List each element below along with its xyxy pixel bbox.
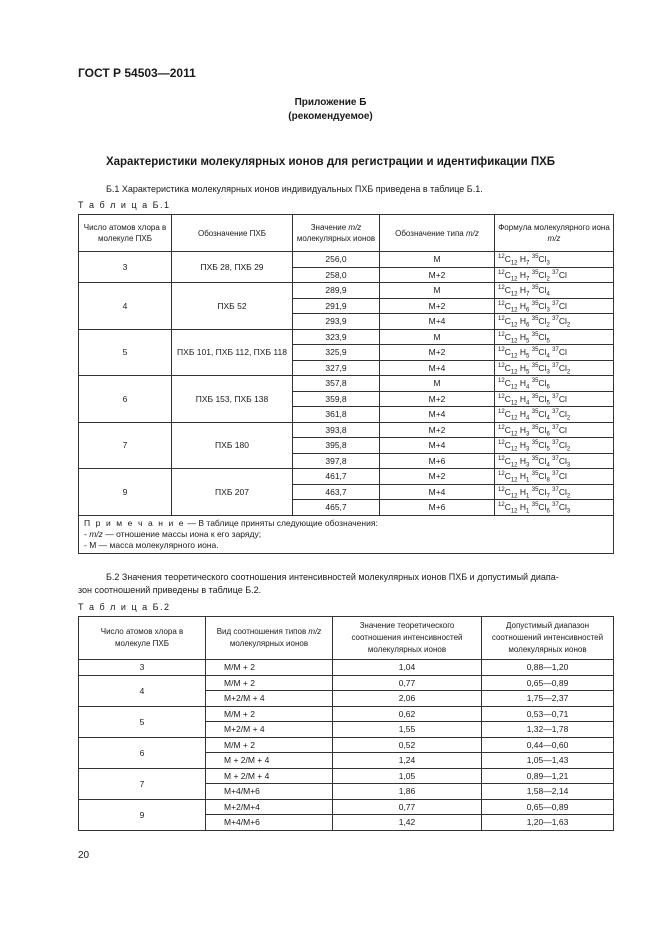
mz-type-cell: М+4 — [380, 407, 495, 423]
allowed-range-cell: 0,89—1,21 — [482, 768, 614, 784]
table-row — [79, 252, 614, 268]
chlorine-count-cell: 7 — [79, 768, 206, 799]
table-row — [79, 376, 614, 392]
theoretical-value-cell: 1,55 — [333, 722, 482, 738]
table1-note: П р и м е ч а н и е — В таблице приняты следующие обозначения: - m/z — отношение массы иона к его заряду; - М — масса молекулярного иона. — [79, 515, 614, 553]
paragraph-b2-line1: Б.2 Значения теоретического соотношения интенсивностей молекулярных ионов ПХБ и допустимый диапа- — [106, 572, 559, 582]
theoretical-value-cell: 1,86 — [333, 784, 482, 800]
mz-type-cell: М — [380, 283, 495, 299]
mz-value-cell: 323,9 — [293, 329, 380, 345]
allowed-range-cell: 1,05—1,43 — [482, 753, 614, 769]
ratio-type-cell: М/М + 2 — [206, 660, 333, 676]
chlorine-count-cell: 9 — [79, 799, 206, 830]
mz-type-cell: М+2 — [380, 345, 495, 361]
mz-type-cell: М+2 — [380, 469, 495, 485]
ratio-type-cell: М+2/М + 4 — [206, 722, 333, 738]
table1-caption: Т а б л и ц а Б.1 — [78, 200, 171, 210]
note-line-mz: - m/z — отношение массы иона к его заряду; — [84, 528, 262, 539]
mz-type-cell: М — [380, 252, 495, 268]
formula-cell: $^{12}C_{12}$ $H_6$ $^{35}Cl_2$ $^{37}Cl_2$ — [495, 314, 614, 330]
allowed-range-cell: 1,20—1,63 — [482, 815, 614, 831]
formula-cell: $^{12}C_{12}$ $H_3$ $^{35}Cl_4$ $^{37}Cl_3$ — [495, 453, 614, 469]
formula-cell: $^{12}C_{12}$ $H_6$ $^{35}Cl_3$ $^{37}$Cl — [495, 298, 614, 314]
chlorine-count-cell: 7 — [79, 422, 172, 469]
mz-type-cell: М+6 — [380, 453, 495, 469]
mz-value-cell: 327,9 — [293, 360, 380, 376]
theoretical-value-cell: 0,77 — [333, 799, 482, 815]
mz-value-cell: 293,9 — [293, 314, 380, 330]
formula-cell: $^{12}C_{12}$ $H_5$ $^{35}Cl_3$ $^{37}Cl_2$ — [495, 360, 614, 376]
table2-header-chlorine-count: Число атомов хлора в молекуле ПХБ — [79, 617, 206, 660]
mz-type-cell: М+6 — [380, 500, 495, 516]
theoretical-value-cell: 2,06 — [333, 691, 482, 707]
formula-cell: $^{12}C_{12}$ $H_4$ $^{35}Cl_5$ $^{37}$Cl — [495, 391, 614, 407]
chlorine-count-cell: 3 — [79, 252, 172, 283]
table-b2 — [78, 616, 614, 831]
formula-cell: $^{12}C_{12}$ $H_3$ $^{35}Cl_6$ $^{37}$Cl — [495, 422, 614, 438]
table-b1 — [78, 214, 614, 554]
note-label: П р и м е ч а н и е — [84, 517, 186, 528]
allowed-range-cell: 0,88—1,20 — [482, 660, 614, 676]
mz-value-cell: 258,0 — [293, 267, 380, 283]
pcb-name-cell: ПХБ 28, ПХБ 29 — [172, 252, 293, 283]
mz-value-cell: 395,8 — [293, 438, 380, 454]
mz-type-cell: М+2 — [380, 267, 495, 283]
mz-type-cell: М+4 — [380, 314, 495, 330]
allowed-range-cell: 1,58—2,14 — [482, 784, 614, 800]
table1-note-row — [79, 515, 614, 553]
mz-value-cell: 361,8 — [293, 407, 380, 423]
ratio-type-cell: М + 2/М + 4 — [206, 753, 333, 769]
theoretical-value-cell: 0,62 — [333, 706, 482, 722]
mz-value-cell: 289,9 — [293, 283, 380, 299]
mz-value-cell: 461,7 — [293, 469, 380, 485]
table1-header-mz-value: Значение m/z молекулярных ионов — [293, 215, 380, 252]
paragraph-b1: Б.1 Характеристика молекулярных ионов индивидуальных ПХБ приведена в таблице Б.1. — [106, 184, 483, 194]
mz-value-cell: 325,9 — [293, 345, 380, 361]
pcb-name-cell: ПХБ 153, ПХБ 138 — [172, 376, 293, 423]
table2-header-ratio-type: Вид соотношения типов m/z молекулярных ионов — [206, 617, 333, 660]
theoretical-value-cell: 1,42 — [333, 815, 482, 831]
formula-cell: $^{12}C_{12}$ $H_1$ $^{35}Cl_7$ $^{37}Cl_2$ — [495, 484, 614, 500]
table-row — [79, 737, 614, 753]
mz-type-cell: М+2 — [380, 298, 495, 314]
section-title: Характеристики молекулярных ионов для регистрации и идентификации ПХБ — [105, 156, 556, 168]
table2-caption: Т а б л и ц а Б.2 — [78, 602, 171, 612]
chlorine-count-cell: 4 — [79, 675, 206, 706]
formula-cell: $^{12}C_{12}$ $H_4$ $^{35}Cl_4$ $^{37}Cl_2$ — [495, 407, 614, 423]
theoretical-value-cell: 1,24 — [333, 753, 482, 769]
ratio-type-cell: М+4/М+6 — [206, 815, 333, 831]
chlorine-count-cell: 5 — [79, 706, 206, 737]
allowed-range-cell: 1,75—2,37 — [482, 691, 614, 707]
allowed-range-cell: 0,44—0,60 — [482, 737, 614, 753]
ratio-type-cell: М + 2/М + 4 — [206, 768, 333, 784]
mz-type-cell: М+4 — [380, 438, 495, 454]
pcb-name-cell: ПХБ 101, ПХБ 112, ПХБ 118 — [172, 329, 293, 376]
paragraph-b2-line2: зон соотношений приведены в таблице Б.2. — [78, 585, 262, 595]
table-row — [79, 706, 614, 722]
document-header: ГОСТ Р 54503—2011 — [78, 66, 196, 80]
table-row — [79, 422, 614, 438]
table-row — [79, 799, 614, 815]
ratio-type-cell: М+2/М + 4 — [206, 691, 333, 707]
table2-header-range: Допустимый диапазон соотношений интенсивностей молекулярных ионов — [482, 617, 614, 660]
formula-cell: $^{12}C_{12}$ $H_5$ $^{35}Cl_5$ — [495, 329, 614, 345]
formula-cell: $^{12}C_{12}$ $H_7$ $^{35}Cl_3$ — [495, 252, 614, 268]
table-row — [79, 660, 614, 676]
mz-type-cell: М+2 — [380, 422, 495, 438]
mz-value-cell: 465,7 — [293, 500, 380, 516]
theoretical-value-cell: 0,52 — [333, 737, 482, 753]
mz-value-cell: 359,8 — [293, 391, 380, 407]
table1-header-formula: Формула молекулярного иона m/z — [495, 215, 614, 252]
table-row — [79, 283, 614, 299]
theoretical-value-cell: 1,05 — [333, 768, 482, 784]
mz-value-cell: 256,0 — [293, 252, 380, 268]
chlorine-count-cell: 3 — [79, 660, 206, 676]
theoretical-value-cell: 1,04 — [333, 660, 482, 676]
mz-type-cell: М — [380, 376, 495, 392]
mz-type-cell: М+2 — [380, 391, 495, 407]
allowed-range-cell: 0,65—0,89 — [482, 675, 614, 691]
ratio-type-cell: М/М + 2 — [206, 675, 333, 691]
mz-value-cell: 463,7 — [293, 484, 380, 500]
ratio-type-cell: М/М + 2 — [206, 737, 333, 753]
pcb-name-cell: ПХБ 52 — [172, 283, 293, 330]
chlorine-count-cell: 6 — [79, 376, 172, 423]
mz-value-cell: 357,8 — [293, 376, 380, 392]
table2-header-row — [79, 617, 614, 660]
note-line-m: - М — масса молекулярного иона. — [84, 539, 219, 550]
chlorine-count-cell: 6 — [79, 737, 206, 768]
allowed-range-cell: 0,53—0,71 — [482, 706, 614, 722]
appendix-heading — [0, 96, 661, 124]
page-number: 20 — [78, 850, 90, 861]
mz-type-cell: М+4 — [380, 360, 495, 376]
ratio-type-cell: М+2/М+4 — [206, 799, 333, 815]
allowed-range-cell: 1,32—1,78 — [482, 722, 614, 738]
formula-cell: $^{12}C_{12}$ $H_4$ $^{35}Cl_6$ — [495, 376, 614, 392]
formula-cell: $^{12}C_{12}$ $H_1$ $^{35}Cl_8$ $^{37}$Cl — [495, 469, 614, 485]
formula-cell: $^{12}C_{12}$ $H_7$ $^{35}Cl_2$ $^{37}$Cl — [495, 267, 614, 283]
ratio-type-cell: М/М + 2 — [206, 706, 333, 722]
formula-cell: $^{12}C_{12}$ $H_1$ $^{35}Cl_6$ $^{37}Cl_3$ — [495, 500, 614, 516]
table-row — [79, 768, 614, 784]
chlorine-count-cell: 4 — [79, 283, 172, 330]
theoretical-value-cell: 0,77 — [333, 675, 482, 691]
formula-cell: $^{12}C_{12}$ $H_7$ $^{35}Cl_4$ — [495, 283, 614, 299]
formula-cell: $^{12}C_{12}$ $H_5$ $^{35}Cl_4$ $^{37}$Cl — [495, 345, 614, 361]
ratio-type-cell: М+4/М+6 — [206, 784, 333, 800]
mz-type-cell: М+4 — [380, 484, 495, 500]
table1-header-mz-type: Обозначение типа m/z — [380, 215, 495, 252]
appendix-title: Приложение Б — [294, 97, 367, 108]
table2-header-theoretical: Значение теоретического соотношения интенсивностей молекулярных ионов — [333, 617, 482, 660]
table1-header-chlorine-count: Число атомов хлора в молекуле ПХБ — [79, 215, 172, 252]
formula-cell: $^{12}C_{12}$ $H_3$ $^{35}Cl_5$ $^{37}Cl_2$ — [495, 438, 614, 454]
mz-value-cell: 393,8 — [293, 422, 380, 438]
mz-value-cell: 397,8 — [293, 453, 380, 469]
pcb-name-cell: ПХБ 180 — [172, 422, 293, 469]
appendix-subtitle: (рекомендуемое) — [288, 111, 373, 122]
table-row — [79, 329, 614, 345]
mz-value-cell: 291,9 — [293, 298, 380, 314]
chlorine-count-cell: 5 — [79, 329, 172, 376]
mz-type-cell: М — [380, 329, 495, 345]
table1-header-pcb-name: Обозначение ПХБ — [172, 215, 293, 252]
table-row — [79, 469, 614, 485]
allowed-range-cell: 0,65—0,89 — [482, 799, 614, 815]
pcb-name-cell: ПХБ 207 — [172, 469, 293, 516]
chlorine-count-cell: 9 — [79, 469, 172, 516]
table-row — [79, 675, 614, 691]
table1-header-row — [79, 215, 614, 252]
